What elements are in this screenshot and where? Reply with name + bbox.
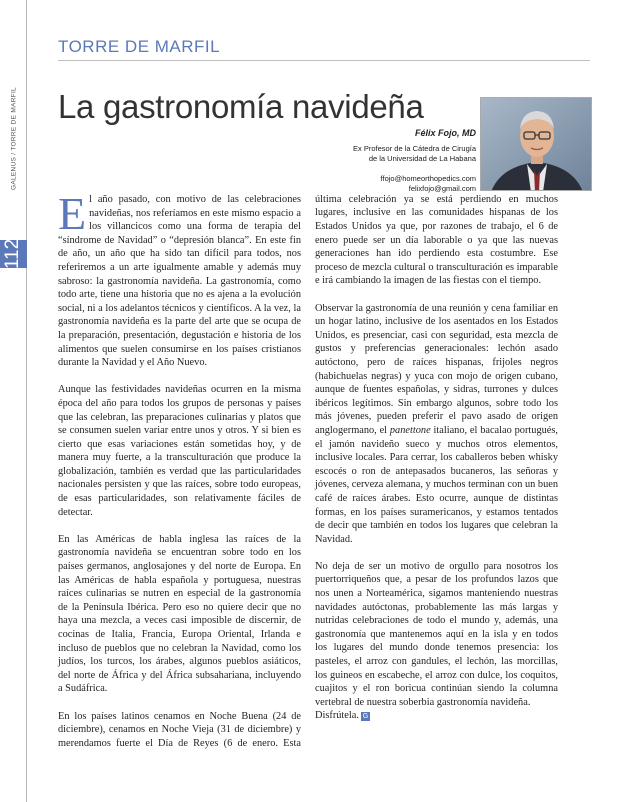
paragraph-5: Observar la gastronomía de una reunión y cena familiar en un hogar latino, inclusive de los asentados en los Estados Unidos, es presenciar, casi con seguridad, esta mezcla de gustos y preferencias generacionales: lechón asado autóctono, pero de raíces hispanas, frijoles negros (habichuelas negras) y yuca con mojo de origen cubano, aunque de fuentes españolas, y sidras, turrones y dulces ibéricos legítimos. Sin embargo algunos, sobre todo los más jóvenes, pueden preferir el pavo asado de origen anglogermano, el panettone italiano, el bacalao portugués, el jamón navideño sueco y muchos otros elementos, inclusive locales. Para cerrar, los caballeros beben whisky escocés o ron de antepasados bucaneros, las señoras y jóvenes, cerveza alemana, y muchos terminan con un buen café de raíces árabes. Esto ocurre, aunque de distintas formas, en los países suramericanos, y estamos tentados de decir que también en todos los lugares que celebran la Navidad. [315,302,558,545]
paragraph-1: El año pasado, con motivo de las celebraciones navideñas, nos referíamos en este mismo espacio a los villancicos como una forma de terapia del “síndrome de Navidad” o “depresión blanca”. En este fin de año, un año que ha sido tan difícil para todos, nos referiremos a un arte igualmente amable y además muy sabroso: la gastronomía navideña. La gastronomía, como todo arte, tiene una historia que no es ajena a la evolución social, ni a los adelantos técnicos y científicos. A la vez, la gastronomía navideña es la parte del arte que se ocupa de la preparación, presentación, degustación e historia de los alimentos que suelen consumirse en los países cristianos durante la Navidad y el Año Nuevo. [58,188,301,369]
end-mark-icon: G [362,712,369,720]
paragraph-4-continued: última celebración ya se está perdiendo en muchos lugares, inclusive en las comunidades hispanas de los Estados Unidos ya que, por razones de trabajo, el 6 de enero puede ser un día laborable o ya que las nuevas generaciones han ido perdiendo esta costumbre. Ese proceso de mezcla cultural o transculturación es imparable e irá cambiando la imagen de las fiestas con el tiempo. [315,193,558,287]
header-rule [58,60,590,61]
panettone-italic: panettone [389,424,431,436]
author-emails [236,174,476,194]
author-name: Félix Fojo, MD [414,128,476,138]
author-title-line2: de la Universidad de La Habana [368,154,476,163]
closing-line: Disfrútela. G [315,710,369,722]
paragraph-3: En las Américas de habla inglesa las raíces de la gastronomía navideña se encuentran sobre todo en los países germanos, anglosajones y del norte de Europa. En las Américas de habla española y portuguesa, nuestras raíces culinarias se nutren en especial de la gastronomía de la Península Ibérica. Pero eso no quiere decir que no haya una mezcla, a veces casi imposible de discernir, de cocinas de Italia, Francia, Europa Oriental, Irlanda e incluso de pueblos que no celebran la Navidad, como los judíos, los turcos, los árabes, algunos pueblos asiáticos, del norte de África y del África subsahariana, incluyendo a Sudáfrica. [58,533,301,695]
page-number-box [0,240,27,268]
author-email-2: felixfojo@gmail.com [408,184,476,193]
article-headline: La gastronomía navideña [58,88,424,125]
side-divider [26,0,27,802]
side-margin: GALENUS / TORRE DE MARFIL 112 [0,0,27,802]
paragraph-4: En los países latinos cenamos en Noche Buena (24 de diciembre), cenamos en Noche Vieja (31 de diciembre) y merendamos fuerte el Día de Reyes (6 de enero. Esta [58,710,301,749]
page-number: 112 [2,238,23,270]
section-title: TORRE DE MARFIL [58,37,221,56]
author-portrait-image [481,98,592,191]
body-column-2 [315,193,558,737]
body-column-1 [58,188,301,751]
author-block [236,128,476,194]
author-affiliation [236,144,476,164]
author-title-line1: Ex Profesor de la Cátedra de Cirugía [353,144,476,153]
author-photo [480,97,592,191]
drop-cap: E [58,188,87,239]
author-email-1: ffojo@homeorthopedics.com [380,174,476,183]
paragraph-6: No deja de ser un motivo de orgullo para nosotros los puertorriqueños que, a pesar de los profundos lazos que nos unen a Norteamérica, sigamos manteniendo nuestras navidades autóctonas, probablemente las más largas y nutridas celebraciones de todo el mundo y, además, una gastronomía que mantenemos aquí en la isla y en todos los lugares del mundo donde tenemos presencia: los pasteles, el arroz con gandules, el lechón, las morcillas, los guineos en escabeche, el arroz con dulce, los coquitos, cuajitos y el ron boricua continúan siendo la columna vertebral de nuestra soberbia gastronomía navideña. [315,560,558,708]
paragraph-2: Aunque las festividades navideñas ocurren en la misma época del año para todos los grupos de personas y países que las celebran, las preparaciones culinarias y platos que se consumen suelen variar entre unos y otros. Y si bien es cierto que esas variaciones están sometidas hoy, y de manera muy fuerte, a la transculturación que produce la globalización, también es verdad que las particularidades nacionales persisten y que las raíces, sobre todo europeas, de esas particularidades, son relativamente fáciles de detectar. [58,384,301,518]
